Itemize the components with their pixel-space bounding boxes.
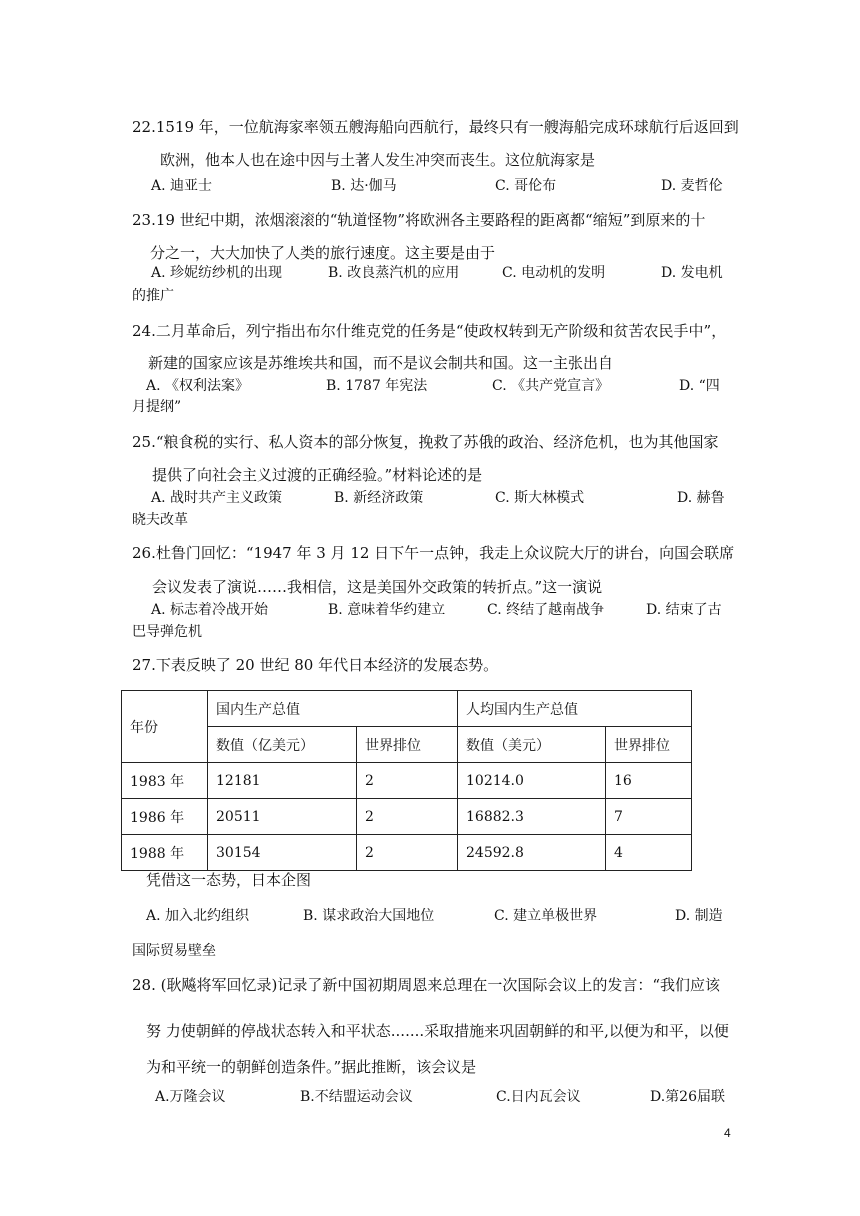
- q22-stem-line1: 22.1519 年，一位航海家率领五艘海船向西航行，最终只有一艘海船完成环球航行后返回到: [132, 118, 739, 136]
- q27-option-d-wrap: 国际贸易壁垒: [132, 943, 216, 959]
- q26-stem-line2: 会议发表了演说……我相信，这是美国外交政策的转折点。”这一演说: [152, 578, 603, 596]
- table-cell-gdp: 30154: [208, 835, 357, 871]
- q25-option-d-wrap: 晓夫改革: [132, 512, 188, 528]
- q26-option-a: A. 标志着冷战开始: [151, 602, 269, 618]
- q24-option-a: A. 《权利法案》: [146, 378, 250, 394]
- q27-stem-line2: 凭借这一态势，日本企图: [146, 871, 312, 889]
- q25-option-a: A. 战时共产主义政策: [151, 490, 283, 506]
- q22-stem-line2: 欧洲，他本人也在途中因与土著人发生冲突而丧生。这位航海家是: [160, 151, 596, 169]
- q24-option-b: B. 1787 年宪法: [326, 378, 428, 394]
- q24-option-d-wrap: 月提纲”: [132, 399, 182, 415]
- table-cell-year: 1983 年: [122, 763, 208, 799]
- q25-option-c: C. 斯大林模式: [495, 490, 585, 506]
- q28-option-d: D.第26届联: [650, 1089, 725, 1105]
- q22-option-d: D. 麦哲伦: [661, 178, 723, 194]
- q22-option-a: A. 迪亚士: [151, 178, 213, 194]
- q25-option-b: B. 新经济政策: [334, 490, 424, 506]
- table-cell-gdp: 12181: [208, 763, 357, 799]
- table-header-pc-rank: 世界排位: [606, 727, 692, 763]
- q22-option-c: C. 哥伦布: [495, 178, 557, 194]
- table-header-gdp: 国内生产总值: [208, 691, 458, 727]
- table-row: [122, 763, 692, 799]
- table-cell-year: 1988 年: [122, 835, 208, 871]
- q28-stem-line1: 28. (耿飚将军回忆录)记录了新中国初期周恩来总理在一次国际会议上的发言：“我们应该: [132, 976, 720, 994]
- q23-option-d: D. 发电机: [661, 265, 723, 281]
- q25-stem-line1: 25.“粮食税的实行、私人资本的部分恢复，挽救了苏俄的政治、经济危机，也为其他国家: [132, 433, 719, 451]
- page-number: 4: [724, 1126, 731, 1140]
- q23-option-a: A. 珍妮纺纱机的出现: [151, 265, 283, 281]
- table-cell-gdp-rank: 2: [357, 799, 458, 835]
- table-header-per-capita-gdp: 人均国内生产总值: [458, 691, 692, 727]
- q28-stem-line2: 努 力使朝鲜的停战状态转入和平状态.......采取措施来巩固朝鲜的和平,以便为和平，以便: [146, 1022, 729, 1040]
- q24-stem-line2: 新建的国家应该是苏维埃共和国，而不是议会制共和国。这一主张出自: [148, 354, 614, 372]
- q23-option-d-wrap: 的推广: [132, 288, 174, 304]
- q28-option-c: C.日内瓦会议: [496, 1089, 581, 1105]
- table-cell-year: 1986 年: [122, 799, 208, 835]
- q23-stem-line2: 分之一，大大加快了人类的旅行速度。这主要是由于: [150, 244, 496, 262]
- q23-option-b: B. 改良蒸汽机的应用: [328, 265, 460, 281]
- q22-option-b: B. 达·伽马: [331, 178, 397, 194]
- q27-option-a: A. 加入北约组织: [146, 908, 250, 924]
- table-row: [122, 835, 692, 871]
- q24-option-d: D. “四: [679, 378, 720, 394]
- q24-stem-line1: 24.二月革命后，列宁指出布尔什维克党的任务是“使政权转到无产阶级和贫苦农民手中”，: [132, 322, 727, 340]
- q26-stem-line1: 26.杜鲁门回忆：“1947 年 3 月 12 日下午一点钟，我走上众议院大厅的讲台，向国会联席: [132, 544, 735, 562]
- table-cell-gdp: 20511: [208, 799, 357, 835]
- table-header-gdp-value: 数值（亿美元）: [208, 727, 357, 763]
- q26-option-d-wrap: 巴导弹危机: [132, 624, 202, 640]
- q28-option-a: A.万隆会议: [155, 1089, 226, 1105]
- table-cell-pc-rank: 7: [606, 799, 692, 835]
- q27-option-b: B. 谋求政治大国地位: [303, 908, 435, 924]
- table-cell-pc: 10214.0: [458, 763, 606, 799]
- japan-economy-table: [121, 690, 692, 871]
- q25-option-d: D. 赫鲁: [677, 490, 725, 506]
- table-cell-gdp-rank: 2: [357, 835, 458, 871]
- q25-stem-line2: 提供了向社会主义过渡的正确经验。”材料论述的是: [152, 466, 483, 484]
- table-header-gdp-rank: 世界排位: [357, 727, 458, 763]
- q27-option-d: D. 制造: [675, 908, 723, 924]
- table-cell-gdp-rank: 2: [357, 763, 458, 799]
- table-cell-pc-rank: 4: [606, 835, 692, 871]
- q28-option-b: B.不结盟运动会议: [300, 1089, 413, 1105]
- table-cell-pc: 16882.3: [458, 799, 606, 835]
- q27-option-c: C. 建立单极世界: [494, 908, 598, 924]
- q26-option-c: C. 终结了越南战争: [487, 602, 605, 618]
- table-header-year: 年份: [122, 691, 208, 763]
- table-row: [122, 799, 692, 835]
- table-cell-pc: 24592.8: [458, 835, 606, 871]
- q24-option-c: C. 《共产党宣言》: [492, 378, 610, 394]
- q23-stem-line1: 23.19 世纪中期，浓烟滚滚的“轨道怪物”将欧洲各主要路程的距离都“缩短”到原来的十: [132, 211, 706, 229]
- table-cell-pc-rank: 16: [606, 763, 692, 799]
- q26-option-b: B. 意味着华约建立: [328, 602, 446, 618]
- q23-option-c: C. 电动机的发明: [502, 265, 606, 281]
- q26-option-d: D. 结束了古: [646, 602, 722, 618]
- q28-stem-line3: 为和平统一的朝鲜创造条件。”据此推断，该会议是: [146, 1058, 477, 1076]
- q27-stem-line1: 27.下表反映了 20 世纪 80 年代日本经济的发展态势。: [132, 656, 499, 674]
- table-header-pc-value: 数值（美元）: [458, 727, 606, 763]
